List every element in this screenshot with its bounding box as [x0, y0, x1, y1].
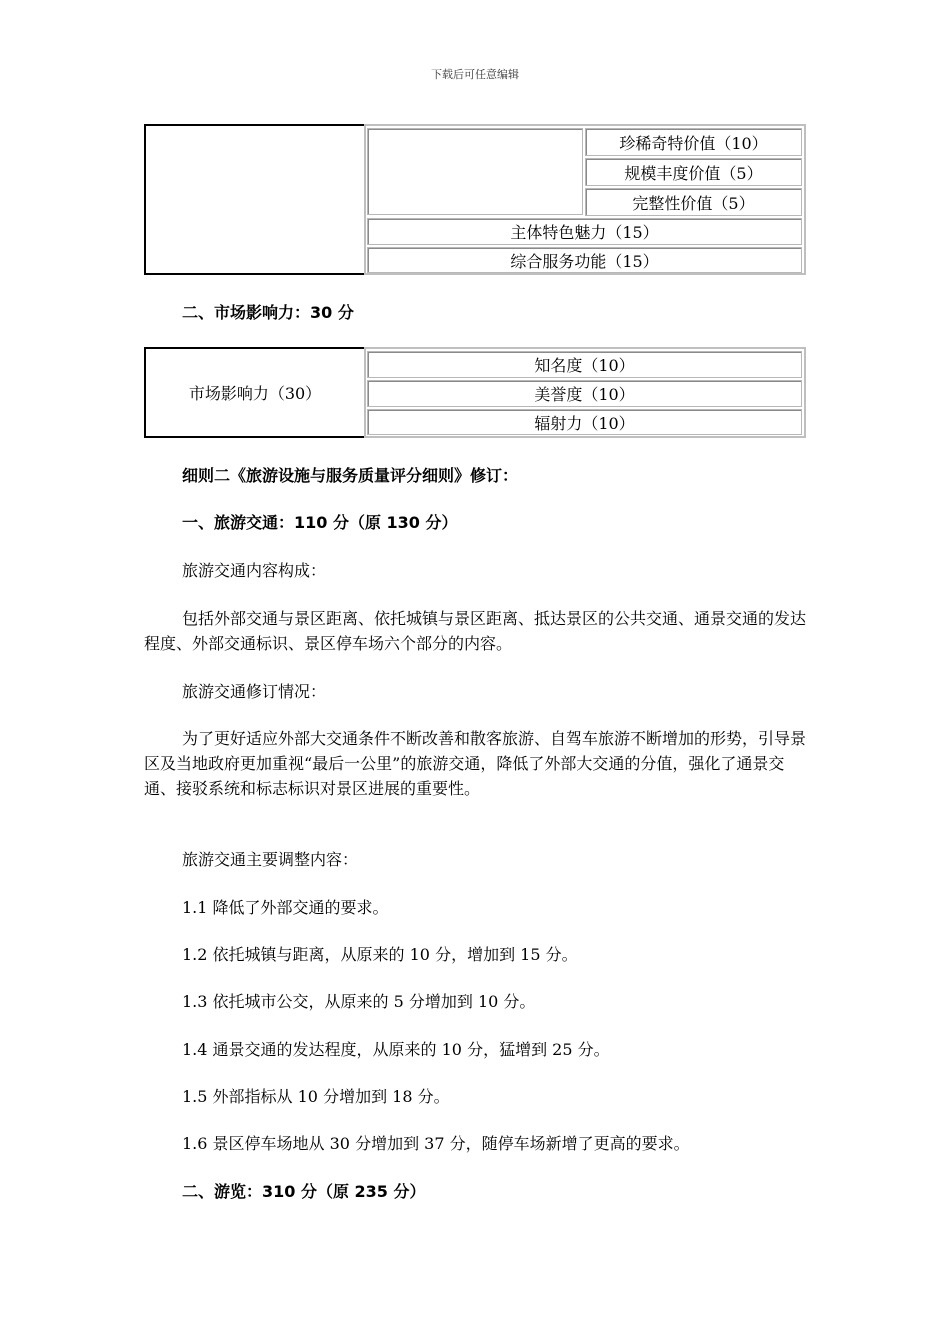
adjust-item: 1.3 依托城市公交，从原来的 5 分增加到 10 分。 — [182, 992, 536, 1011]
scoring-table-1 — [144, 124, 808, 275]
rule2-title: 细则二《旅游设施与服务质量评分细则》修订： — [182, 466, 519, 485]
revision-label: 旅游交通修订情况： — [182, 682, 327, 701]
revision-text: 为了更好适应外部大交通条件不断改善和散客旅游、自驾车旅游不断增加的形势，引导景区及当地政府更加重视“最后一公里”的旅游交通，降低了外部大交通的分值，强化了通景交通、接驳系统和标志标识对景区进展的重要性。 — [144, 729, 807, 798]
header-note: 下载后可任意编辑 — [431, 68, 519, 81]
table1-right-block — [364, 124, 806, 275]
adjust-item: 1.5 外部指标从 10 分增加到 18 分。 — [182, 1087, 450, 1106]
table1-sub-item: 珍稀奇特价值（10） — [585, 128, 802, 156]
composition-label: 旅游交通内容构成： — [182, 561, 327, 580]
table1-left-cell — [144, 124, 366, 275]
table1-sub-item: 规模丰度价值（5） — [585, 158, 802, 186]
adjust-item: 1.2 依托城镇与距离，从原来的 10 分，增加到 15 分。 — [182, 945, 578, 964]
adjust-item: 1.6 景区停车场地从 30 分增加到 37 分，随停车场新增了更高的要求。 — [182, 1134, 690, 1153]
table2-right-block — [364, 347, 806, 438]
composition-text: 包括外部交通与景区距离、依托城镇与景区距离、抵达景区的公共交通、通景交通的发达程度、外部交通标识、景区停车场六个部分的内容。 — [144, 609, 807, 653]
table1-row: 综合服务功能（15） — [367, 247, 802, 273]
adjust-item: 1.4 通景交通的发达程度，从原来的 10 分，猛增到 25 分。 — [182, 1040, 610, 1059]
transport-title: 一、旅游交通：110 分（原 130 分） — [182, 513, 458, 532]
table2-item: 知名度（10） — [367, 351, 802, 378]
section2-title: 二、市场影响力：30 分 — [182, 303, 354, 322]
tour-title: 二、游览：310 分（原 235 分） — [182, 1182, 426, 1201]
table1-blank-cell — [367, 128, 583, 215]
table1-sub-item: 完整性价值（5） — [585, 188, 802, 216]
table2-item: 美誉度（10） — [367, 380, 802, 407]
table1-row: 主体特色魅力（15） — [367, 218, 802, 245]
table2-item: 辐射力（10） — [367, 409, 802, 435]
market-influence-table — [144, 347, 808, 438]
adjust-label: 旅游交通主要调整内容： — [182, 850, 359, 869]
adjust-item: 1.1 降低了外部交通的要求。 — [182, 898, 389, 917]
table2-left-label: 市场影响力（30） — [144, 347, 366, 438]
